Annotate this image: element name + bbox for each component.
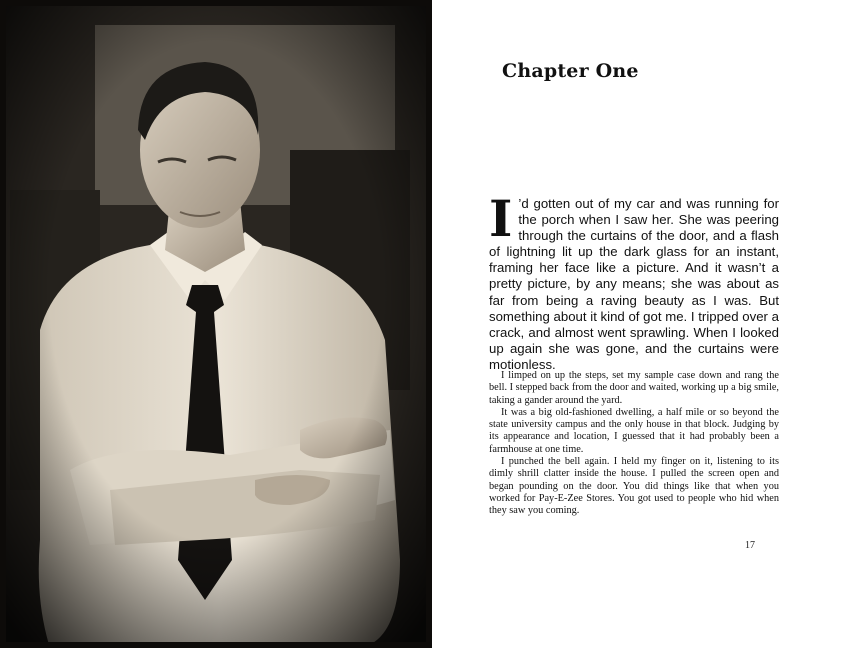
paragraph: I punched the bell again. I held my finger on it, listening to its dimly shrill clatter inside the house. I pulled the screen open and began pounding on the door. You did things like that when you worked for Pay-E-Zee Stores. You got used to people who hid when they saw you coming.: [489, 456, 779, 517]
paragraph: I limped on up the steps, set my sample case down and rang the bell. I stepped back from the door and waited, working up a big smile, taking a gander around the yard.: [489, 370, 779, 406]
drop-cap: I: [489, 189, 513, 248]
lead-paragraph-text: ’d gotten out of my car and was running for the porch when I saw her. She was peering through the curtains of the door, and a flash of lightning lit up the dark glass for an instant, framing her face like a picture. And it wasn’t a pretty picture, by any means; she was about as far from being a raving beauty as I was. But something about it kind of got me. I tripped over a crack, and almost went sprawling. When I looked up again she was gone, and the curtains were motionless.: [489, 196, 779, 372]
lead-paragraph: [489, 189, 779, 373]
chapter-title: Chapter One: [502, 60, 639, 82]
paragraph: It was a big old-fashioned dwelling, a half mile or so beyond the state university campus and the only house in that block. Judging by its appearance and location, I guessed that it had probably been a farmhouse at one time.: [489, 406, 779, 455]
body-text: [489, 370, 779, 518]
text-page: [432, 0, 864, 648]
page-number: 17: [745, 540, 755, 551]
